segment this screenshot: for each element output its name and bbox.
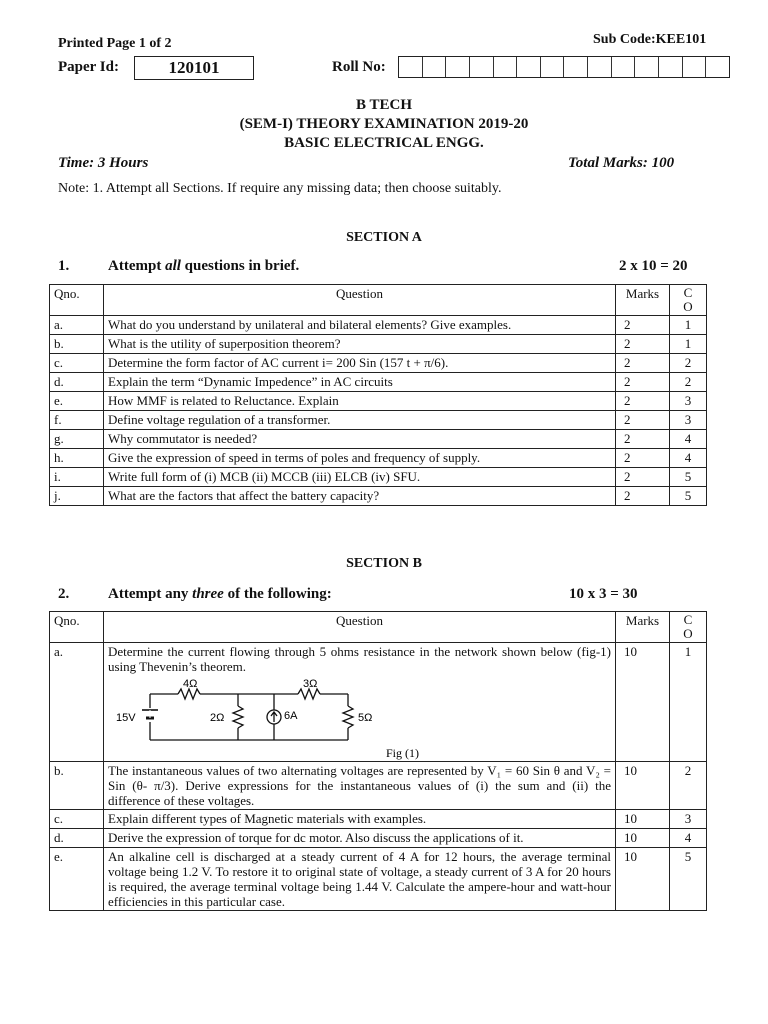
row-qno: b. [50,335,104,354]
row-marks: 10 [616,848,670,911]
row-co: 1 [670,316,707,335]
row-question: How MMF is related to Reluctance. Explain [104,392,616,411]
table-row [50,848,707,911]
table-row [50,392,707,411]
figure-caption: Fig (1) [386,746,419,760]
row-qno: a. [50,643,104,762]
row-qno: e. [50,848,104,911]
row-question: Derive the expression of torque for dc motor. Also discuss the applications of it. [104,829,616,848]
label-5-ohm: 5Ω [358,712,373,724]
row-question: What do you understand by unilateral and bilateral elements? Give examples. [104,316,616,335]
row-qno: b. [50,762,104,810]
circuit-diagram [108,674,608,760]
row-co: 1 [670,335,707,354]
row-qno: j. [50,487,104,506]
header-marks: Marks [616,285,670,316]
row-marks: 10 [616,829,670,848]
label-3-ohm: 3Ω [303,678,318,690]
section-a-instruction: Attempt all questions in brief. [108,258,300,274]
table-row [50,335,707,354]
row-qno: c. [50,810,104,829]
header-qno: Qno. [50,285,104,316]
roll-no-label: Roll No: [332,59,386,75]
table-row [50,468,707,487]
row-qno: d. [50,373,104,392]
question-text: Determine the current flowing through 5 ohms resistance in the network shown below (fig-1) using Thevenin’s theorem. [108,644,611,674]
row-question: Explain different types of Magnetic materials with examples. [104,810,616,829]
row-co: 2 [670,354,707,373]
row-marks: 2 [616,449,670,468]
table-row [50,829,707,848]
row-question: Define voltage regulation of a transformer. [104,411,616,430]
table-row [50,449,707,468]
row-marks: 2 [616,335,670,354]
row-question: Write full form of (i) MCB (ii) MCCB (iii) ELCB (iv) SFU. [104,468,616,487]
paper-id-label: Paper Id: [58,59,119,75]
row-question: The instantaneous values of two alternating voltages are represented by V₁ = 60 Sin θ and V₂ = Sin (θ- π/3). Derive expressions for the instantaneous values of (i) the sum and (ii) the difference of these voltages. [104,762,616,810]
row-question: What are the factors that affect the battery capacity? [104,487,616,506]
header-co: C O [670,612,707,643]
section-b-table [49,611,707,911]
section-b-instruction: Attempt any three of the following: [108,586,332,602]
section-a-scheme: 2 x 10 = 20 [619,258,688,274]
row-co: 4 [670,829,707,848]
sub-code-label: Sub Code:KEE101 [593,32,707,47]
header-co: C O [670,285,707,316]
label-2-ohm: 2Ω [210,712,225,724]
table-row [50,316,707,335]
row-marks: 2 [616,354,670,373]
header-question: Question [104,612,616,643]
header-marks: Marks [616,612,670,643]
row-question: Explain the term “Dynamic Impedence” in AC circuits [104,373,616,392]
time-label: Time: 3 Hours [58,155,149,171]
row-co: 3 [670,810,707,829]
row-marks: 2 [616,430,670,449]
note-text: Note: 1. Attempt all Sections. If require any missing data; then choose suitably. [58,181,502,196]
row-co: 4 [670,449,707,468]
table-row [50,354,707,373]
title-line-2: (SEM-I) THEORY EXAMINATION 2019-20 [239,116,529,132]
row-question: What is the utility of superposition theorem? [104,335,616,354]
row-marks: 10 [616,810,670,829]
table-row [50,810,707,829]
row-question: Determine the form factor of AC current i= 200 Sin (157 t + π/6). [104,354,616,373]
section-b-scheme: 10 x 3 = 30 [569,586,638,602]
section-a-number: 1. [58,258,70,274]
title-line-1: B TECH [356,97,412,113]
table-row [50,762,707,810]
header-qno: Qno. [50,612,104,643]
row-co: 5 [670,468,707,487]
table-header-row [50,612,707,643]
label-15v: 15V [116,712,136,724]
header-question: Question [104,285,616,316]
table-row [50,373,707,392]
row-qno: g. [50,430,104,449]
section-a-table [49,284,707,506]
circuit-figure [108,674,608,760]
row-qno: h. [50,449,104,468]
row-marks: 2 [616,468,670,487]
table-row [50,411,707,430]
section-b-heading: SECTION B [346,556,422,571]
row-co: 5 [670,487,707,506]
row-marks: 2 [616,373,670,392]
row-qno: e. [50,392,104,411]
row-marks: 2 [616,392,670,411]
row-qno: a. [50,316,104,335]
row-qno: f. [50,411,104,430]
table-row [50,487,707,506]
row-co: 4 [670,430,707,449]
row-question [104,643,616,762]
row-co: 5 [670,848,707,911]
row-marks: 10 [616,643,670,762]
row-co: 3 [670,392,707,411]
label-4-ohm: 4Ω [183,678,198,690]
section-b-number: 2. [58,586,70,602]
row-co: 2 [670,762,707,810]
row-co: 1 [670,643,707,762]
section-a-heading: SECTION A [346,230,422,245]
row-co: 2 [670,373,707,392]
row-marks: 2 [616,316,670,335]
printed-page-label: Printed Page 1 of 2 [58,36,172,51]
row-qno: d. [50,829,104,848]
row-marks: 2 [616,411,670,430]
row-co: 3 [670,411,707,430]
table-row [50,430,707,449]
table-row [50,643,707,762]
row-question: Give the expression of speed in terms of poles and frequency of supply. [104,449,616,468]
roll-no-boxes [398,56,730,78]
table-header-row [50,285,707,316]
paper-id-box: 120101 [134,56,254,80]
row-question: Why commutator is needed? [104,430,616,449]
title-line-3: BASIC ELECTRICAL ENGG. [284,135,484,151]
row-marks: 2 [616,487,670,506]
row-question: An alkaline cell is discharged at a steady current of 4 A for 12 hours, the average terminal voltage being 1.2 V. To restore it to original state of voltage, a steady current of 3 A for 20 hours is required, the average terminal voltage being 1.44 V. Calculate the ampere-hour and watt-hour efficiencies in this particular case. [104,848,616,911]
row-qno: c. [50,354,104,373]
total-marks-label: Total Marks: 100 [568,155,675,171]
label-6a: 6A [284,710,298,722]
row-marks: 10 [616,762,670,810]
row-qno: i. [50,468,104,487]
